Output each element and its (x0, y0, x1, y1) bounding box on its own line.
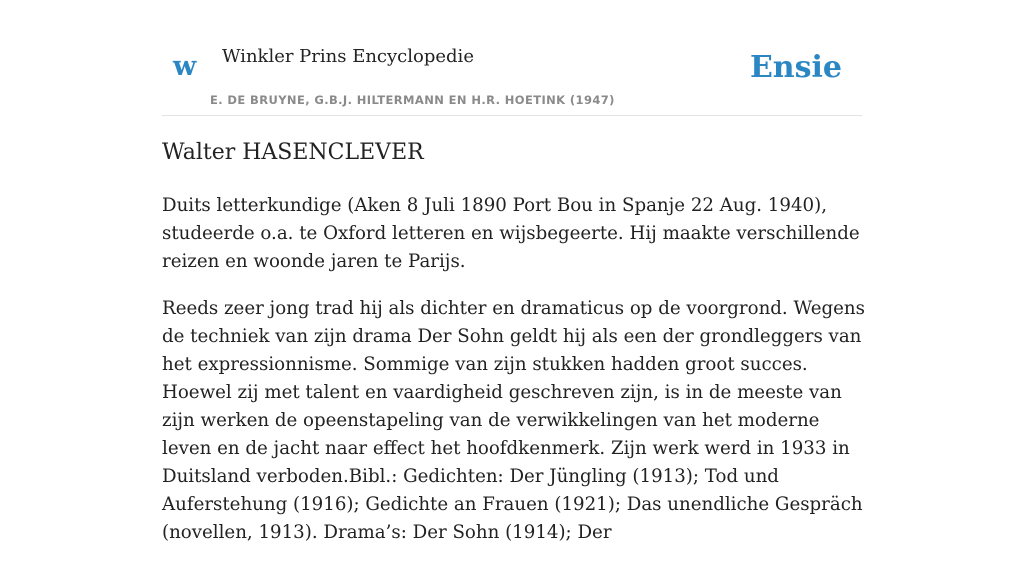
book-title-link[interactable]: Winkler Prins Encyclopedie (222, 46, 474, 67)
book-authors: E. DE BRUYNE, G.B.J. HILTERMANN EN H.R. HOETINK (1947) (210, 93, 615, 107)
ensie-logo-link[interactable]: Ensie (749, 50, 842, 85)
article-title: Walter HASENCLEVER (162, 140, 424, 165)
article-paragraph: Reeds zeer jong trad hij als dichter en dramaticus op de voorgrond. Wegens de techniek van zijn drama Der Sohn geldt hij als een der grondleggers van het expressionnisme. Sommige van zijn stukken hadden groot succes. Hoewel zij met talent en vaardigheid geschreven zijn, is in de meeste van zijn werken de opeenstapeling van de verwikkelingen van het moderne leven en de jacht naar effect het hoofdkenmerk. Zijn werk werd in 1933 in Duitsland verboden.Bibl.: Gedichten: Der Jüngling (1913); Tod und Auferstehung (1916); Gedichte an Frauen (1921); Das unendliche Gespräch (novellen, 1913). Drama’s: Der Sohn (1914); Der (162, 298, 865, 543)
book-header (162, 30, 862, 116)
article-body (162, 192, 866, 566)
article-paragraph: Duits letterkundige (Aken 8 Juli 1890 Port Bou in Spanje 22 Aug. 1940), studeerde o.a. te Oxford letteren en wijsbegeerte. Hij maakte verschillende reizen en woonde jaren te Parijs. (162, 195, 860, 272)
winkler-prins-logo-icon[interactable]: w (173, 51, 197, 82)
